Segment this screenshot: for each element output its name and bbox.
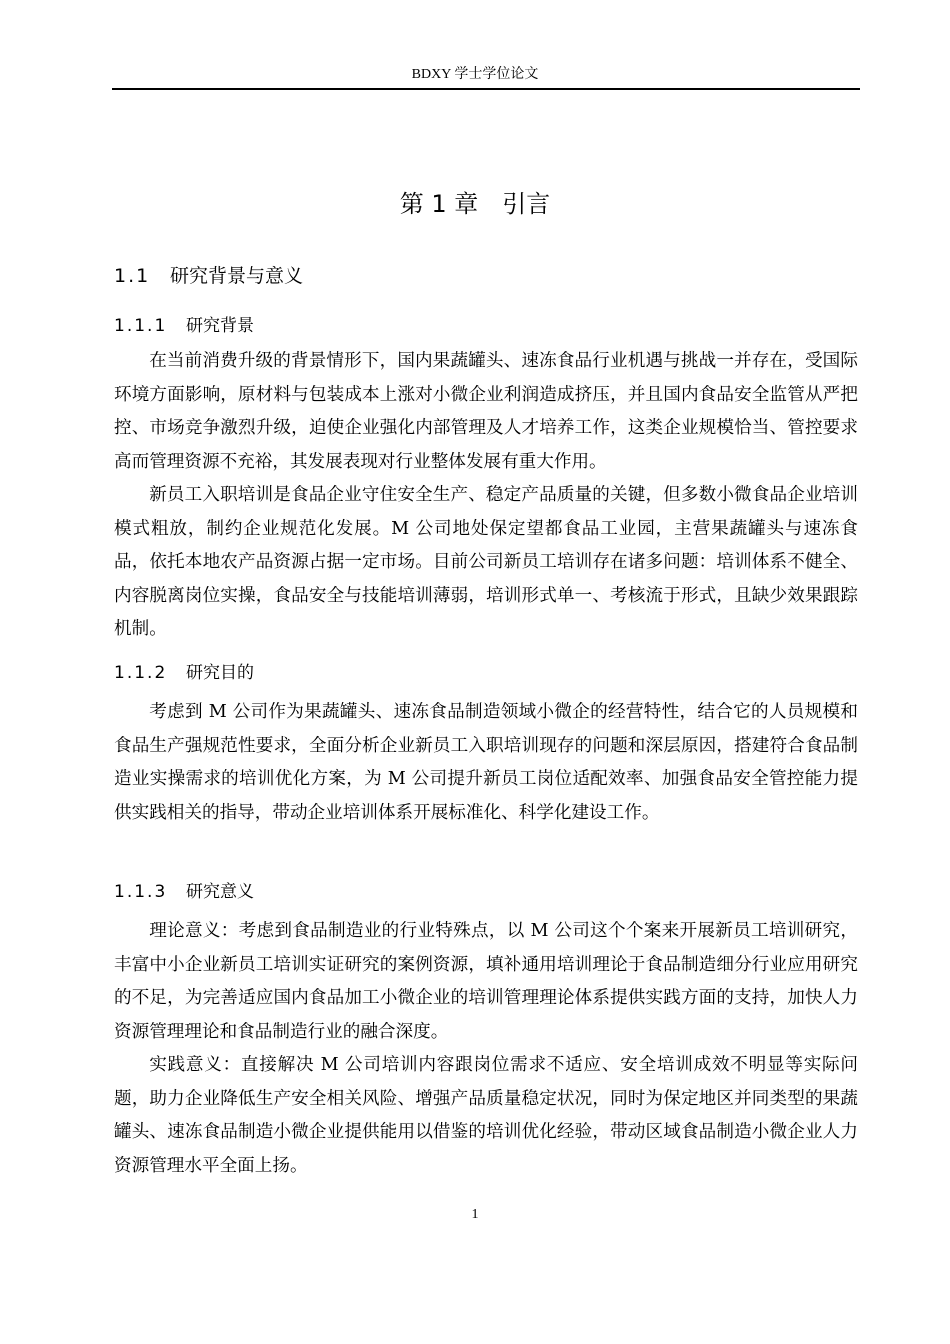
section-title: 研究背景与意义 bbox=[170, 265, 304, 287]
subsection-heading-1-1-1 bbox=[114, 314, 254, 338]
chapter-title: 第 1 章 引言 bbox=[399, 190, 551, 218]
header-rule bbox=[112, 88, 860, 90]
running-header: BDXY 学士学位论文 bbox=[411, 67, 539, 82]
page-number: 1 bbox=[471, 1207, 479, 1222]
subsection-heading-1-1-2 bbox=[114, 661, 254, 685]
paragraph-background-2: 新员工入职培训是食品企业守住安全生产、稳定产品质量的关键，但多数小微食品企业培训模式粗放，制约企业规范化发展。M 公司地处保定望都食品工业园，主营果蔬罐头与速冻食品，依托本地农产品资源占据一定市场。目前公司新员工培训存在诸多问题：培训体系不健全、内容脱离岗位实操，食品安全与技能培训薄弱，培训形式单一、考核流于形式，且缺少效果跟踪机制。 bbox=[114, 485, 858, 639]
subsection-number: 1.1.3 bbox=[114, 882, 168, 902]
paragraph-practical-significance: 实践意义：直接解决 M 公司培训内容跟岗位需求不适应、安全培训成效不明显等实际问题，助力企业降低生产安全相关风险、增强产品质量稳定状况，同时为保定地区并同类型的果蔬罐头、速冻食品制造小微企业提供能用以借鉴的培训优化经验，带动区域食品制造小微企业人力资源管理水平全面上扬。 bbox=[114, 1055, 858, 1176]
subsection-title: 研究意义 bbox=[186, 882, 254, 902]
paragraph-purpose: 考虑到 M 公司作为果蔬罐头、速冻食品制造领域小微企的经营特性，结合它的人员规模和食品生产强规范性要求，全面分析企业新员工入职培训现存的问题和深层原因，搭建符合食品制造业实操需求的培训优化方案，为 M 公司提升新员工岗位适配效率、加强食品安全管控能力提供实践相关的指导，带动企业培训体系开展标准化、科学化建设工作。 bbox=[114, 702, 858, 823]
subsection-number: 1.1.1 bbox=[114, 316, 168, 336]
paragraph-background-1: 在当前消费升级的背景情形下，国内果蔬罐头、速冻食品行业机遇与挑战一并存在，受国际环境方面影响，原材料与包装成本上涨对小微企业利润造成挤压，并且国内食品安全监管从严把控、市场竞争激烈升级，迫使企业强化内部管理及人才培养工作，这类企业规模恰当、管控要求高而管理资源不充裕，其发展表现对行业整体发展有重大作用。 bbox=[114, 351, 858, 472]
subsection-title: 研究背景 bbox=[186, 316, 254, 336]
section-heading-1-1 bbox=[114, 263, 303, 289]
subsection-title: 研究目的 bbox=[186, 663, 254, 683]
paragraph-theoretical-significance: 理论意义：考虑到食品制造业的行业特殊点，以 M 公司这个个案来开展新员工培训研究，丰富中小企业新员工培训实证研究的案例资源，填补通用培训理论于食品制造细分行业应用研究的不足，为完善适应国内食品加工小微企业的培训管理理论体系提供实践方面的支持，加快人力资源管理理论和食品制造行业的融合深度。 bbox=[114, 921, 858, 1042]
section-number: 1.1 bbox=[114, 265, 151, 287]
subsection-heading-1-1-3 bbox=[114, 880, 254, 904]
subsection-number: 1.1.2 bbox=[114, 663, 168, 683]
